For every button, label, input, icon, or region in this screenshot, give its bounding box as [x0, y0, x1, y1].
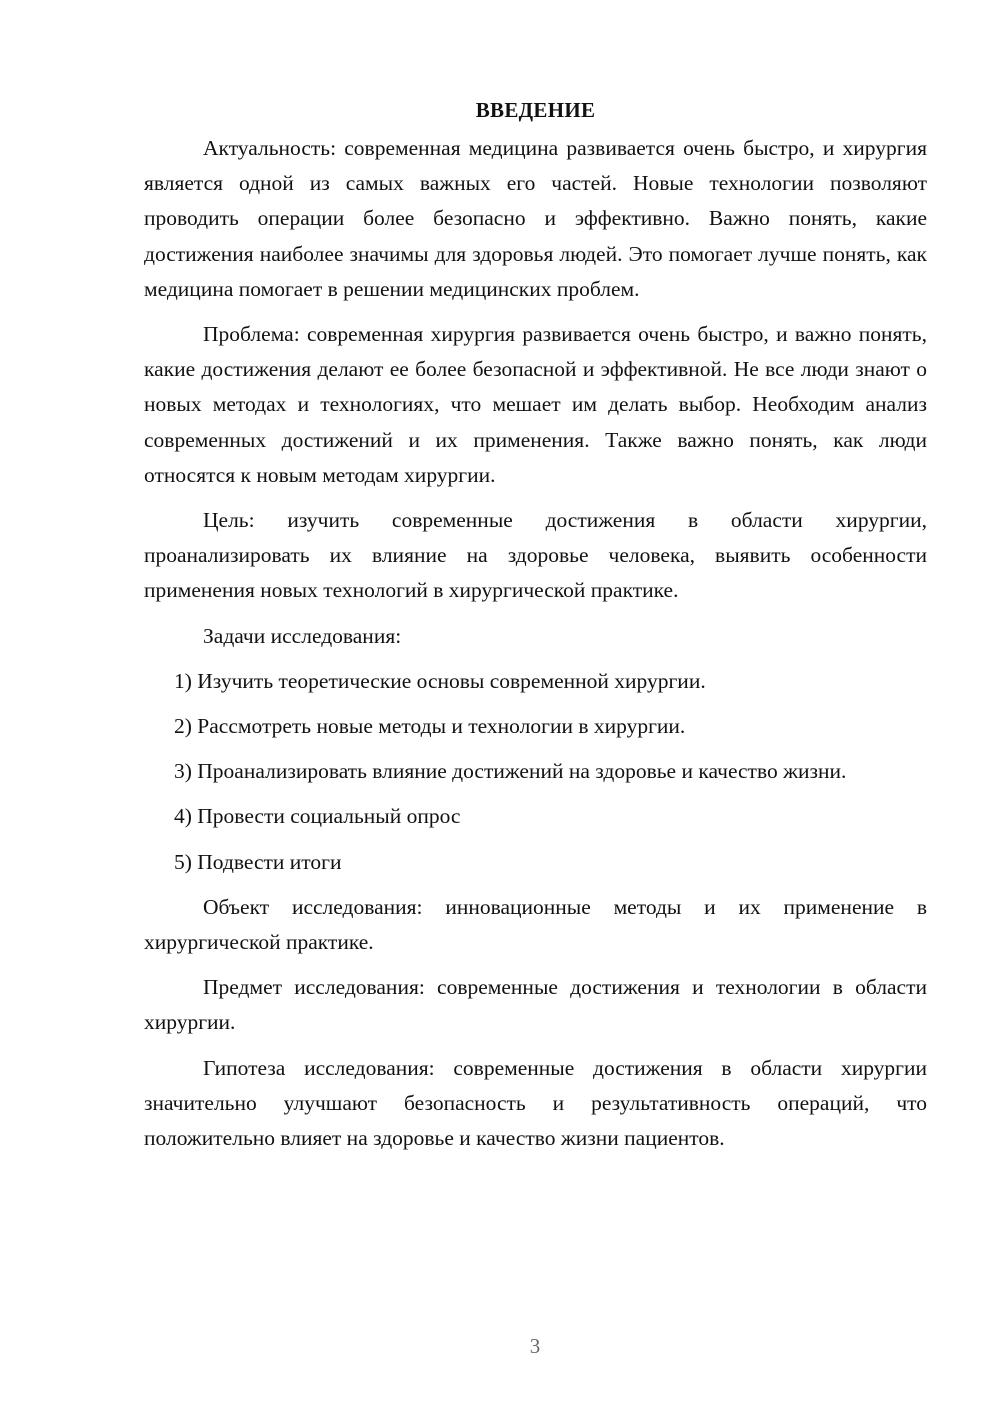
subject-paragraph: Предмет исследования: современные достижения и технологии в области хирургии.: [144, 975, 927, 1035]
section-heading: ВВЕДЕНИЕ: [475, 98, 596, 122]
task-item-2: 2) Рассмотреть новые методы и технологии в хирургии.: [174, 714, 686, 739]
relevance-paragraph: Актуальность: современная медицина развивается очень быстро, и хирургия является одной из самых важных его частей. Новые технологии позволяют проводить операции более безопасно и эффективно. Важно понять, какие достижения наиболее значимы для здоровья людей. Это помогает лучше понять, как медицина помогает в решении медицинских проблем.: [144, 136, 927, 301]
hypothesis-paragraph: Гипотеза исследования: современные достижения в области хирургии значительно улучшают безопасность и результативность операций, что положительно влияет на здоровье и качество жизни пациентов.: [144, 1055, 927, 1151]
task-item-4: 4) Провести социальный опрос: [174, 804, 461, 829]
tasks-title: Задачи исследования:: [203, 623, 402, 648]
goal-paragraph: Цель: изучить современные достижения в области хирургии, проанализировать их влияние на здоровье человека, выявить особенности применения новых технологий в хирургической практике.: [144, 508, 927, 603]
task-item-3: 3) Проанализировать влияние достижений на здоровье и качество жизни.: [174, 759, 847, 784]
object-paragraph: Объект исследования: инновационные методы и их применение в хирургической практике.: [144, 894, 927, 955]
page-number: 3: [529, 1334, 541, 1358]
page-content: [144, 95, 927, 1166]
problem-paragraph: Проблема: современная хирургия развивается очень быстро, и важно понять, какие достижения делают ее более безопасной и эффективной. Не все люди знают о новых методах и технологиях, что мешает им делать выбор. Необходим анализ современных достижений и их применения. Также важно понять, как люди относятся к новым методам хирургии.: [144, 322, 927, 487]
task-item-1: 1) Изучить теоретические основы современной хирургии.: [174, 668, 706, 693]
task-item-5: 5) Подвести итоги: [174, 849, 342, 874]
